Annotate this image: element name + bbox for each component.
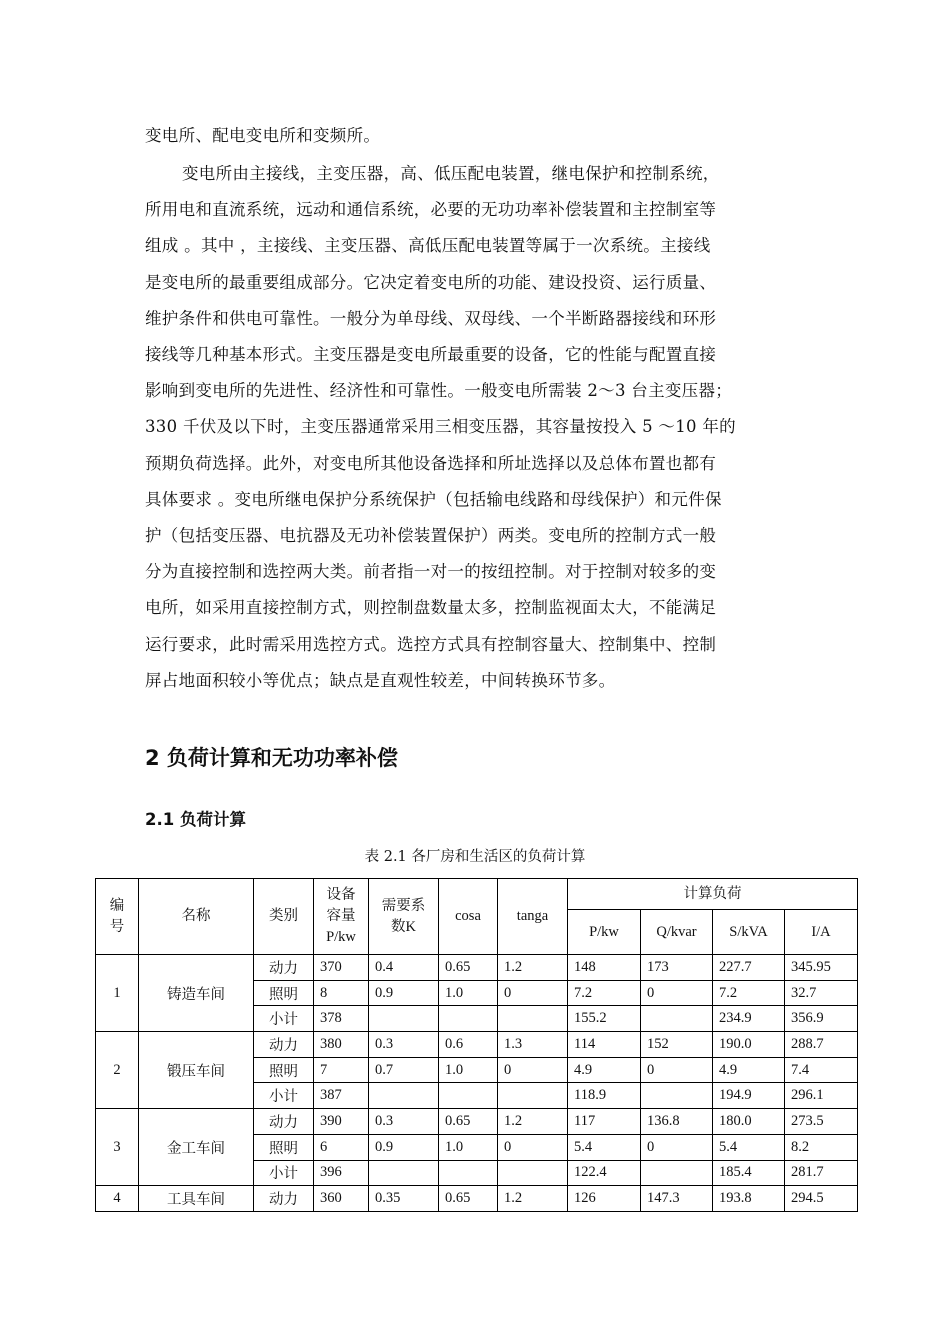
s-cell: 227.7 xyxy=(713,955,785,981)
tanga-cell: 0 xyxy=(498,980,568,1006)
tanga-cell: 1.2 xyxy=(498,1186,568,1212)
cosa-cell: 1.0 xyxy=(439,1057,498,1083)
header-calculated-load: 计算负荷 xyxy=(568,879,858,910)
row-number-cell: 3 xyxy=(96,1109,139,1186)
table-row xyxy=(96,1186,858,1212)
tanga-cell xyxy=(498,1006,568,1032)
paragraph-intro-end xyxy=(145,118,805,154)
q-cell xyxy=(641,1083,713,1109)
header-capacity: 设备容量P/kw xyxy=(314,879,369,955)
i-cell: 281.7 xyxy=(785,1160,858,1186)
capacity-cell: 378 xyxy=(314,1006,369,1032)
capacity-cell: 6 xyxy=(314,1134,369,1160)
paragraph-line: 330 千伏及以下时，主变压器通常采用三相变压器，其容量按投入 5 ～10 年的 xyxy=(145,417,736,437)
category-cell: 动力 xyxy=(254,1186,314,1212)
row-number-cell: 4 xyxy=(96,1186,139,1212)
i-cell: 294.5 xyxy=(785,1186,858,1212)
paragraph-line: 分为直接控制和选控两大类。前者指一对一的按纽控制。对于控制对较多的变 xyxy=(145,562,717,582)
category-cell: 照明 xyxy=(254,1134,314,1160)
s-cell: 180.0 xyxy=(713,1109,785,1135)
workshop-name-cell: 铸造车间 xyxy=(139,955,254,1032)
workshop-name-cell: 工具车间 xyxy=(139,1186,254,1212)
paragraph-line: 是变电所的最重要组成部分。它决定着变电所的功能、建设投资、运行质量、 xyxy=(145,272,717,292)
q-cell: 0 xyxy=(641,980,713,1006)
table-caption: 表 2.1 各厂房和生活区的负荷计算 xyxy=(364,849,586,865)
category-cell: 小计 xyxy=(254,1160,314,1186)
i-cell: 7.4 xyxy=(785,1057,858,1083)
tanga-cell: 0 xyxy=(498,1057,568,1083)
cosa-cell: 1.0 xyxy=(439,980,498,1006)
header-p: P/kw xyxy=(568,910,641,955)
cosa-cell xyxy=(439,1083,498,1109)
s-cell: 190.0 xyxy=(713,1032,785,1058)
paragraph-line: 维护条件和供电可靠性。一般分为单母线、双母线、一个半断路器接线和环形 xyxy=(145,308,717,328)
i-cell: 288.7 xyxy=(785,1032,858,1058)
tanga-cell: 1.2 xyxy=(498,955,568,981)
demand-cell: 0.7 xyxy=(369,1057,439,1083)
s-cell: 185.4 xyxy=(713,1160,785,1186)
header-tanga: tanga xyxy=(498,879,568,955)
s-cell: 234.9 xyxy=(713,1006,785,1032)
paragraph-line: 接线等几种基本形式。主变压器是变电所最重要的设备，它的性能与配置直接 xyxy=(145,345,717,365)
tanga-cell xyxy=(498,1083,568,1109)
paragraph-substation-description xyxy=(145,156,805,699)
header-no: 编号 xyxy=(96,879,139,955)
demand-cell xyxy=(369,1160,439,1186)
header-cosa: cosa xyxy=(439,879,498,955)
paragraph-line: 影响到变电所的先进性、经济性和可靠性。一般变电所需装 2～3 台主变压器； xyxy=(145,381,733,401)
q-cell: 136.8 xyxy=(641,1109,713,1135)
load-calculation-table xyxy=(95,878,858,1212)
category-cell: 照明 xyxy=(254,1057,314,1083)
paragraph-line: 护（包括变压器、电抗器及无功补偿装置保护）两类。变电所的控制方式一般 xyxy=(145,526,717,546)
paragraph-line: 运行要求，此时需采用选控方式。选控方式具有控制容量大、控制集中、控制 xyxy=(145,634,717,654)
category-cell: 小计 xyxy=(254,1083,314,1109)
i-cell: 32.7 xyxy=(785,980,858,1006)
cosa-cell: 1.0 xyxy=(439,1134,498,1160)
demand-cell: 0.3 xyxy=(369,1032,439,1058)
category-cell: 动力 xyxy=(254,955,314,981)
cosa-cell: 0.65 xyxy=(439,955,498,981)
capacity-cell: 387 xyxy=(314,1083,369,1109)
cosa-cell xyxy=(439,1006,498,1032)
p-cell: 126 xyxy=(568,1186,641,1212)
header-name: 名称 xyxy=(139,879,254,955)
section-heading: 2 负荷计算和无功功率补偿 xyxy=(145,746,398,770)
i-cell: 345.95 xyxy=(785,955,858,981)
q-cell xyxy=(641,1006,713,1032)
capacity-cell: 370 xyxy=(314,955,369,981)
q-cell: 147.3 xyxy=(641,1186,713,1212)
table-body xyxy=(96,955,858,1212)
capacity-cell: 390 xyxy=(314,1109,369,1135)
tanga-cell: 1.2 xyxy=(498,1109,568,1135)
cosa-cell: 0.65 xyxy=(439,1109,498,1135)
p-cell: 114 xyxy=(568,1032,641,1058)
i-cell: 273.5 xyxy=(785,1109,858,1135)
cosa-cell xyxy=(439,1160,498,1186)
cosa-cell: 0.6 xyxy=(439,1032,498,1058)
paragraph-line: 预期负荷选择。此外，对变电所其他设备选择和所址选择以及总体布置也都有 xyxy=(145,453,717,473)
p-cell: 148 xyxy=(568,955,641,981)
q-cell: 0 xyxy=(641,1057,713,1083)
p-cell: 7.2 xyxy=(568,980,641,1006)
table-row xyxy=(96,1032,858,1058)
header-s: S/kVA xyxy=(713,910,785,955)
q-cell: 173 xyxy=(641,955,713,981)
i-cell: 8.2 xyxy=(785,1134,858,1160)
s-cell: 4.9 xyxy=(713,1057,785,1083)
q-cell xyxy=(641,1160,713,1186)
cosa-cell: 0.65 xyxy=(439,1186,498,1212)
p-cell: 5.4 xyxy=(568,1134,641,1160)
table-row xyxy=(96,1109,858,1135)
p-cell: 122.4 xyxy=(568,1160,641,1186)
capacity-cell: 380 xyxy=(314,1032,369,1058)
demand-cell xyxy=(369,1083,439,1109)
paragraph-line: 组成 。其中 ，主接线、主变压器、高低压配电装置等属于一次系统。主接线 xyxy=(145,236,711,256)
s-cell: 7.2 xyxy=(713,980,785,1006)
paragraph-line: 电所，如采用直接控制方式，则控制盘数量太多，控制监视面太大，不能满足 xyxy=(145,598,717,618)
header-category: 类别 xyxy=(254,879,314,955)
paragraph-line: 变电所由主接线，主变压器，高、低压配电装置，继电保护和控制系统， xyxy=(182,164,720,183)
header-i: I/A xyxy=(785,910,858,955)
tanga-cell: 0 xyxy=(498,1134,568,1160)
tanga-cell: 1.3 xyxy=(498,1032,568,1058)
p-cell: 117 xyxy=(568,1109,641,1135)
demand-cell: 0.3 xyxy=(369,1109,439,1135)
demand-cell: 0.35 xyxy=(369,1186,439,1212)
paragraph-line: 具体要求 。变电所继电保护分系统保护（包括输电线路和母线保护）和元件保 xyxy=(145,489,722,509)
header-q: Q/kvar xyxy=(641,910,713,955)
table-row xyxy=(96,955,858,981)
s-cell: 193.8 xyxy=(713,1186,785,1212)
s-cell: 194.9 xyxy=(713,1083,785,1109)
row-number-cell: 2 xyxy=(96,1032,139,1109)
i-cell: 296.1 xyxy=(785,1083,858,1109)
category-cell: 照明 xyxy=(254,980,314,1006)
row-number-cell: 1 xyxy=(96,955,139,1032)
demand-cell: 0.9 xyxy=(369,980,439,1006)
q-cell: 0 xyxy=(641,1134,713,1160)
demand-cell: 0.4 xyxy=(369,955,439,981)
capacity-cell: 8 xyxy=(314,980,369,1006)
category-cell: 动力 xyxy=(254,1032,314,1058)
workshop-name-cell: 金工车间 xyxy=(139,1109,254,1186)
paragraph-line: 变电所、配电变电所和变频所。 xyxy=(145,126,381,145)
paragraph-line: 屏占地面积较小等优点；缺点是直观性较差，中间转换环节多。 xyxy=(145,670,616,690)
s-cell: 5.4 xyxy=(713,1134,785,1160)
capacity-cell: 396 xyxy=(314,1160,369,1186)
capacity-cell: 7 xyxy=(314,1057,369,1083)
i-cell: 356.9 xyxy=(785,1006,858,1032)
p-cell: 4.9 xyxy=(568,1057,641,1083)
workshop-name-cell: 锻压车间 xyxy=(139,1032,254,1109)
capacity-cell: 360 xyxy=(314,1186,369,1212)
q-cell: 152 xyxy=(641,1032,713,1058)
subsection-heading: 2.1 负荷计算 xyxy=(145,810,246,829)
p-cell: 155.2 xyxy=(568,1006,641,1032)
paragraph-line: 所用电和直流系统，远动和通信系统，必要的无功功率补偿装置和主控制室等 xyxy=(145,200,717,220)
category-cell: 动力 xyxy=(254,1109,314,1135)
category-cell: 小计 xyxy=(254,1006,314,1032)
demand-cell xyxy=(369,1006,439,1032)
p-cell: 118.9 xyxy=(568,1083,641,1109)
demand-cell: 0.9 xyxy=(369,1134,439,1160)
tanga-cell xyxy=(498,1160,568,1186)
header-demand-coefficient: 需要系数K xyxy=(369,879,439,955)
